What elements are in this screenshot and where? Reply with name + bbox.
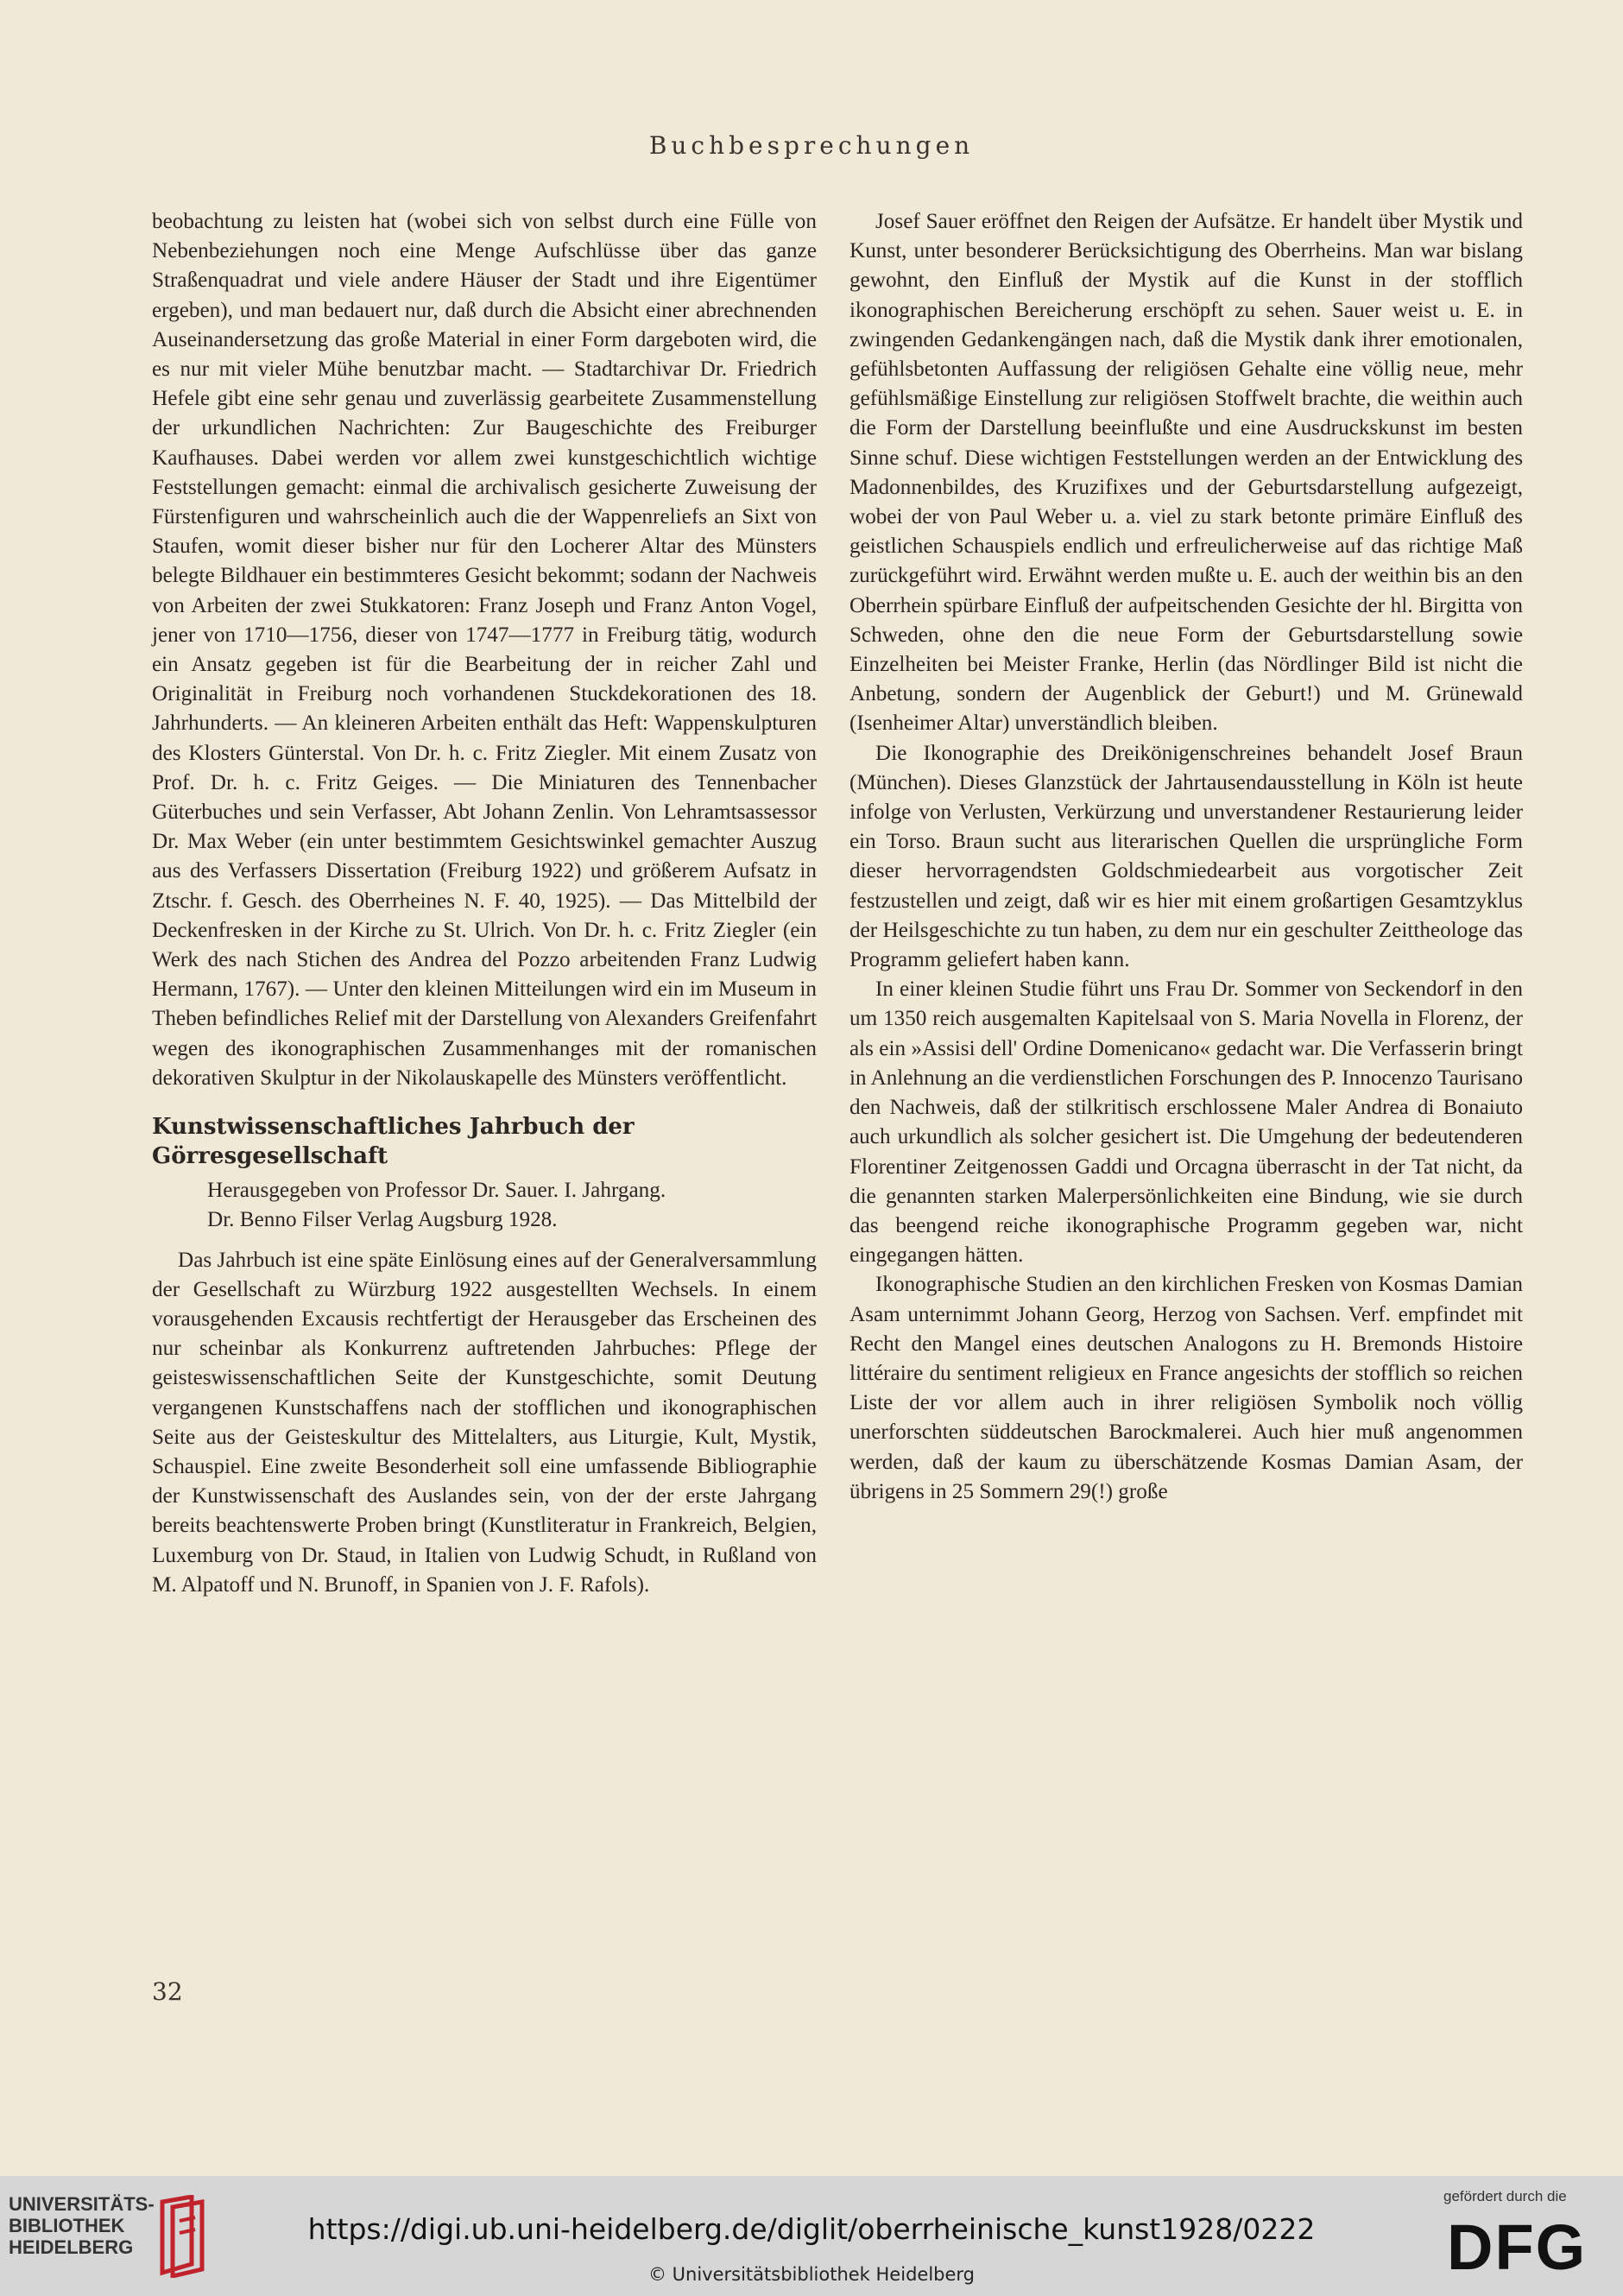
right-paragraph-2: Die Ikonographie des Dreikönigenschreines behandelt Josef Braun (München). Dieses Glanzstück der Jahrtausendausstellung in Köln ist heute infolge von Verlusten, Verkürzung und unverstandener Restaurierung leider ein Torso. Braun sucht aus literarischen Quellen die ursprüngliche Form dieser hervorragendsten Goldschmiedearbeit aus vorgotischer Zeit festzustellen und zeigt, daß wir es hier mit einem großartigen Gesamtzyklus der Heilsgeschichte zu tun haben, zu dem nur ein geschulter Zeittheologe das Programm geliefert haben kann. — [849, 741, 1523, 972]
review-byline-publisher: Dr. Benno Filser Verlag Augsburg 1928. — [207, 1208, 558, 1232]
page-number: 32 — [152, 1977, 183, 2006]
dfg-logo-icon: DFG — [1447, 2211, 1588, 2283]
left-paragraph-2: Das Jahrbuch ist eine späte Einlösung eines auf der Generalversammlung der Gesellschaft zu Würzburg 1922 ausgestellten Wechsels. In einem vorausgehenden Excausis rechtfertigt der Herausgeber das Erscheinen des nur scheinbar als Konkurrenz auftretenden Jahrbuches: Pflege der geisteswissenschaftlichen Seite der Kunstgeschichte, somit Deutung vergangenen Kunstschaffens nach der stofflichen und ikonographischen Seite aus der Geisteskultur des Mittelalters, aus Liturgie, Kult, Mystik, Schauspiel. Eine zweite Besonderheit soll eine umfassende Bibliographie der Kunstwissenschaft des Auslandes sein, von der der erste Jahrgang bereits beachtenswerte Proben bringt (Kunstliteratur in Frankreich, Belgien, Luxemburg von Dr. Staud, in Italien von Ludwig Schudt, in Rußland von M. Alpatoff und N. Brunoff, in Spanien von J. F. Rafols). — [152, 1248, 817, 1597]
library-name: UNIVERSITÄTS- BIBLIOTHEK HEIDELBERG — [9, 2193, 155, 2258]
funded-by-label: gefördert durch die — [1443, 2188, 1567, 2204]
right-paragraph-4: Ikonographische Studien an den kirchlichen Fresken von Kosmas Damian Asam unternimmt Johann Georg, Herzog von Sachsen. Verf. empfindet mit Recht den Mangel eines deutschen Analogons zu H. Bremonds Histoire littéraire du sentiment religieux en France angesichts der stofflich so reichen Liste der vor allem auch in ihrer religiösen Symbolik noch völlig unerforschten süddeutschen Barockmalerei. Auch hier muß angenommen werden, daß der kaum zu überschätzende Kosmas Damian Asam, der übrigens in 25 Sommern 29(!) große — [849, 1273, 1523, 1503]
review-byline-editor: Herausgegeben von Professor Dr. Sauer. I. Jahrgang. — [207, 1179, 666, 1203]
digitization-footer — [0, 2176, 1623, 2296]
running-head: Buchbesprechungen — [648, 131, 975, 160]
page-url-link[interactable]: https://digi.ub.uni-heidelberg.de/diglit/oberrheinische_kunst1928/0222 — [307, 2212, 1316, 2246]
review-heading: Kunstwissenschaftliches Jahrbuch der Görresgesellschaft — [152, 1114, 635, 1170]
left-paragraph-1: beobachtung zu leisten hat (wobei sich von selbst durch eine Fülle von Nebenbeziehungen noch eine Menge Aufschlüsse über das ganze Straßenquadrat und viele andere Häuser der Stadt und ihre Eigentümer ergeben), und man bedauert nur, daß durch die Absicht einer abrechnenden Auseinandersetzung das große Material in einer Form dargeboten wird, die es nur mit vieler Mühe benutzbar macht. — Stadtarchivar Dr. Friedrich Hefele gibt eine sehr genau und zuverlässig gearbeitete Zusammenstellung der urkundlichen Nachrichten: Zur Baugeschichte des Freiburger Kaufhauses. Dabei werden vor allem zwei kunstgeschichtlich wichtige Feststellungen gemacht: einmal die archivalisch gesicherte Zuweisung der Fürstenfiguren und wahrscheinlich auch die der Wappenreliefs an Sixt von Staufen, womit dieser bisher nur für den Locherer Altar des Münsters belegte Bildhauer ein bestimmteres Gesicht bekommt; sodann der Nachweis von Arbeiten der zwei Stukkatoren: Franz Joseph und Franz Anton Vogel, jener von 1710—1756, dieser von 1747—1777 in Freiburg tätig, wodurch ein Ansatz gegeben ist für die Bearbeitung der in reicher Zahl und Originalität in Freiburg noch vorhandenen Stuckdekorationen des 18. Jahrhunderts. — An kleineren Arbeiten enthält das Heft: Wappenskulpturen des Klosters Günterstal. Von Dr. h. c. Fritz Ziegler. Mit einem Zusatz von Prof. Dr. h. c. Fritz Geiges. — Die Miniaturen des Tennenbacher Güterbuches und sein Verfasser, Abt Johann Zenlin. Von Lehramtsassessor Dr. Max Weber (ein unter bestimmtem Gesichtswinkel gemachter Auszug aus des Verfassers Dissertation (Freiburg 1922) und größerem Aufsatz in Ztschr. f. Gesch. des Oberrheines N. F. 40, 1925). — Das Mittelbild der Deckenfresken in der Kirche zu St. Ulrich. Von Dr. h. c. Fritz Ziegler (ein Werk des nach Stichen des Andrea del Pozzo arbeitenden Franz Ludwig Hermann, 1767). — Unter den kleinen Mitteilungen wird ein im Museum in Theben befindliches Relief mit der Darstellung von Alexanders Greifenfahrt wegen des ikonographischen Zusammenhanges mit der romanischen dekorativen Skulptur in der Nikolauskapelle des Münsters veröffentlicht. — [152, 210, 817, 1090]
left-column — [152, 207, 817, 1600]
right-column — [849, 207, 1523, 1507]
copyright-notice: © Universitätsbibliothek Heidelberg — [647, 2264, 975, 2285]
right-paragraph-1: Josef Sauer eröffnet den Reigen der Aufsätze. Er handelt über Mystik und Kunst, unter besonderer Berücksichtigung des Oberrheins. Man war bislang gewohnt, den Einfluß der Mystik auf die Kunst in der stofflich ikonographischen Bereicherung erschöpft zu sehen. Sauer weist u. E. in zwingenden Gedankengängen nach, daß die Mystik dank ihrer emotionalen, gefühlsbetonten Auffassung der religiösen Gehalte eine völlig neue, mehr gefühlsmäßige Einstellung zur religiösen Stoffwelt brachte, die weithin auch die Form der Darstellung beeinflußte und eine Ausdruckskunst im besten Sinne schuf. Diese wichtigen Feststellungen werden an der Entwicklung des Madonnenbildes, des Kruzifixes und der Geburtsdarstellung aufgezeigt, wobei der von Paul Weber u. a. viel zu stark betonte primäre Einfluß des geistlichen Schauspiels endlich und erfreulicherweise auf das richtige Maß zurückgeführt wird. Erwähnt werden mußte u. E. auch der weithin bis an den Oberrhein spürbare Einfluß der aufpeitschenden Gesichte der hl. Birgitta von Schweden, ohne den die neue Form der Geburtsdarstellung sowie Einzelheiten bei Meister Franke, Herlin (das Nördlinger Bild ist nicht die Anbetung, sondern der Augenblick der Geburt!) und M. Grünewald (Isenheimer Altar) unverständlich bleiben. — [849, 210, 1523, 736]
right-paragraph-3: In einer kleinen Studie führt uns Frau Dr. Sommer von Seckendorf in den um 1350 reich ausgemalten Kapitelsaal von S. Maria Novella in Florenz, der als ein »Assisi dell' Ordine Domenicano« gedacht war. Die Verfasserin bringt in Anlehnung an die verdienstlichen Forschungen des P. Innocenzo Taurisano den Nachweis, daß der stilkritisch erschlossene Maler Andrea di Bonaiuto auch urkundlich als solcher gesichert ist. Die Umgehung der bedeutenderen Florentiner Zeitgenossen Gaddi und Orcagna überrascht in der Tat nicht, da die genannten starken Malerpersönlichkeiten eine Bindung, wie sie durch das beengend reiche ikonographische Programm gegeben war, nicht eingegangen hätten. — [849, 977, 1523, 1268]
ub-heidelberg-logo-icon — [154, 2195, 214, 2278]
